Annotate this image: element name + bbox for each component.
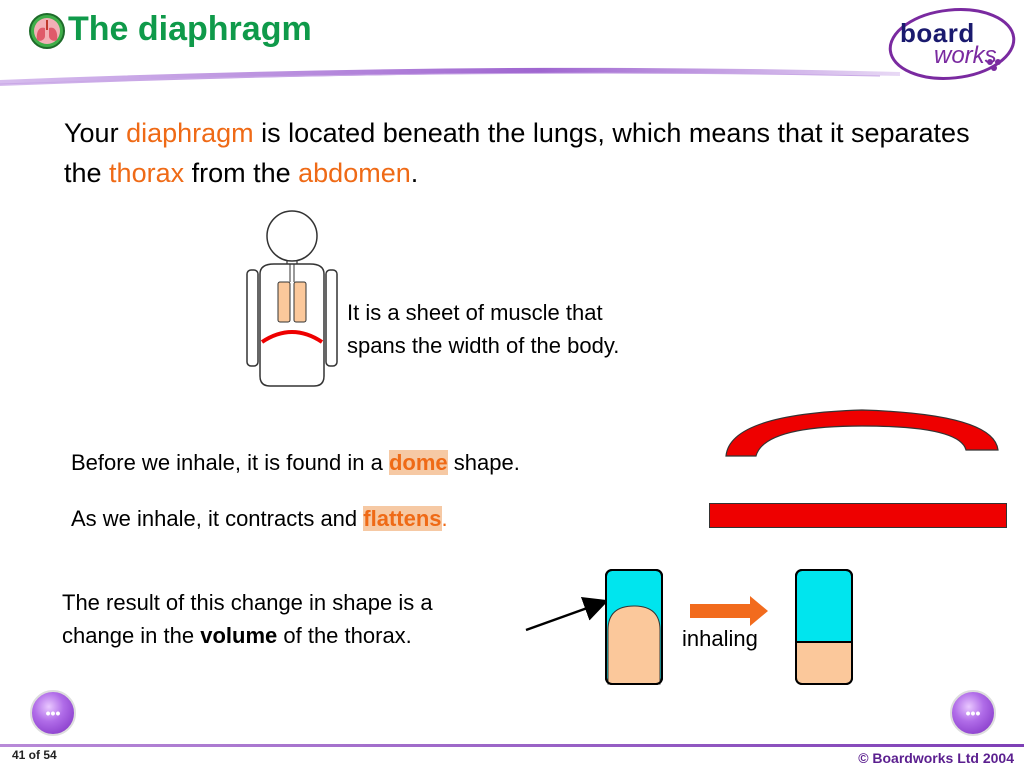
intro-paragraph: Your diaphragm is located beneath the lungs, which means that it separates the thorax from the abdomen. bbox=[64, 118, 970, 188]
term-dome: dome bbox=[388, 450, 448, 475]
inhale-arrow-icon bbox=[690, 596, 768, 626]
logo-works-text: works bbox=[934, 42, 997, 69]
next-icon: ••• bbox=[965, 705, 981, 721]
term-thorax: thorax bbox=[109, 158, 185, 188]
right-arm bbox=[326, 270, 337, 366]
page-title: The diaphragm bbox=[68, 10, 312, 48]
header-divider bbox=[0, 58, 1024, 92]
left-arm bbox=[247, 270, 258, 366]
head-shape bbox=[267, 211, 317, 261]
inhaling-label: inhaling bbox=[682, 626, 758, 651]
term-volume: volume bbox=[200, 623, 278, 648]
pointer-arrow bbox=[526, 602, 604, 630]
right-lung bbox=[294, 282, 306, 322]
term-abdomen: abdomen bbox=[298, 158, 411, 188]
thorax-after bbox=[796, 570, 852, 684]
body-diagram bbox=[240, 210, 344, 392]
flatten-sentence: As we inhale, it contracts and flattens. bbox=[71, 506, 448, 531]
sheet-caption: It is a sheet of muscle that spans the width of the body. bbox=[347, 300, 620, 358]
dome-diaphragm-shape bbox=[720, 404, 1004, 462]
boardworks-logo bbox=[886, 6, 1018, 82]
next-button[interactable] bbox=[950, 690, 996, 736]
term-diaphragm: diaphragm bbox=[126, 118, 254, 148]
result-paragraph: The result of this change in shape is a change in the volume of the thorax. bbox=[62, 590, 433, 648]
logo-board-text: board bbox=[900, 18, 975, 48]
term-flattens: flattens bbox=[363, 506, 442, 531]
page-counter: 41 of 54 bbox=[12, 748, 57, 762]
left-lung bbox=[278, 282, 290, 322]
flat-diaphragm-shape bbox=[709, 503, 1007, 528]
copyright-notice: © Boardworks Ltd 2004 bbox=[858, 750, 1014, 766]
torso-shape bbox=[260, 264, 324, 386]
footer-divider bbox=[0, 744, 1024, 747]
lungs-icon bbox=[28, 12, 66, 50]
dome-sentence: Before we inhale, it is found in a dome shape. bbox=[71, 450, 520, 475]
thorax-before bbox=[606, 570, 662, 684]
previous-icon: ••• bbox=[45, 705, 61, 721]
previous-button[interactable] bbox=[30, 690, 76, 736]
